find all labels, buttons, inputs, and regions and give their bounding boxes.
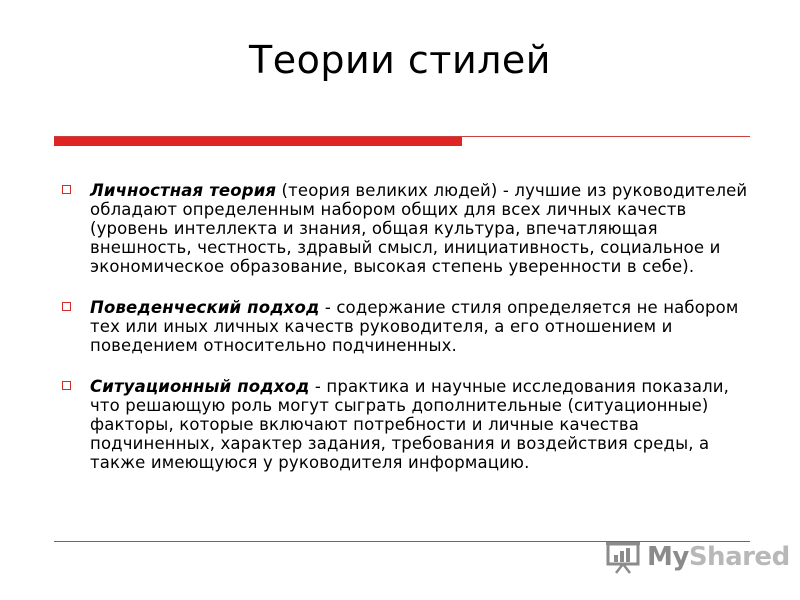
bullet-text: (теория великих людей) - лучшие из руководителей обладают определенным набором общих для всех личных качеств (уровень интеллекта и знания, общая культура, впечатляющая внешность, честность, здравый смысл, инициативность, социальное и экономическое образование, высокая степень уверенности в себе). xyxy=(90,181,748,276)
myshared-logo xyxy=(605,538,790,578)
bullet-item xyxy=(62,298,750,355)
square-bullet-icon xyxy=(62,302,71,311)
top-divider-accent xyxy=(54,137,462,146)
logo-wordmark xyxy=(647,542,790,572)
slide-title: Теории стилей xyxy=(248,38,552,82)
bullet-item xyxy=(62,181,750,276)
presentation-board-icon xyxy=(605,540,645,574)
bullet-item xyxy=(62,377,750,472)
logo-shared: Shared xyxy=(688,542,790,572)
square-bullet-icon xyxy=(62,185,71,194)
bullet-term: Личностная теория xyxy=(90,181,277,200)
bullet-term: Поведенческий подход xyxy=(90,298,320,317)
square-bullet-icon xyxy=(62,381,71,390)
bullet-term: Ситуационный подход xyxy=(90,377,310,396)
logo-my: My xyxy=(647,542,689,572)
bullet-list xyxy=(62,181,750,472)
bullet-text: - практика и научные исследования показали, что решающую роль могут сыграть дополнительные (ситуационные) факторы, которые включают потребности и личные качества подчиненных, характер задания, требования и воздействия среды, а также имеющуюся у руководителя информацию. xyxy=(90,377,730,472)
bullet-text: - содержание стиля определяется не набором тех или иных личных качеств руководителя, а его отношением и поведением относительно подчиненных. xyxy=(90,298,739,355)
